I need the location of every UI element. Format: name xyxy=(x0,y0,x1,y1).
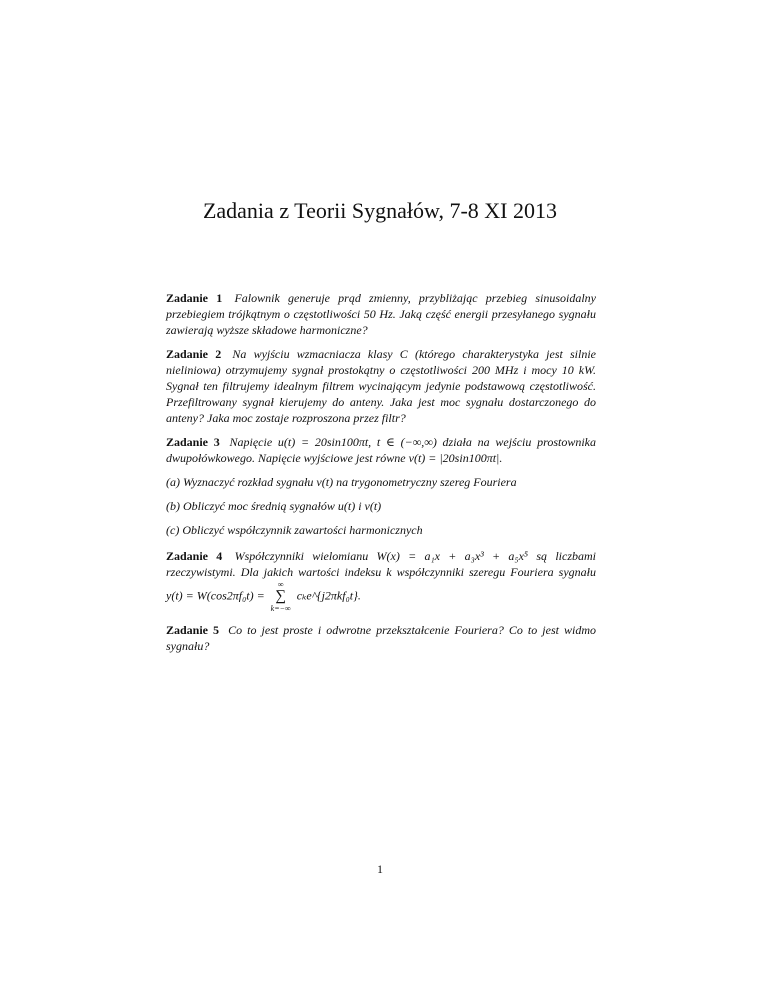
task-3-text: Napięcie u(t) = 20sin100πt, t ∈ (−∞,∞) działa na wejściu prostownika dwupołówkowego. Napięcie wyjściowe jest równe v(t) = |20sin100πt|. xyxy=(166,435,597,465)
task-2-text: Na wyjściu wzmacniacza klasy C (którego charakterystyka jest silnie nieliniowa) otrzymujemy sygnał prostokątny o częstotliwości 200 MHz i mocy 10 kW. Sygnał ten filtrujemy idealnym filtrem wycinającym jedynie podstawową częstotliwość. Przefiltrowany sygnał kierujemy do anteny. Jaka jest moc sygnału dostarczonego do anteny? Jaka moc zostaje rozproszona przez filtr? xyxy=(166,347,596,425)
document-title: Zadania z Teorii Sygnałów, 7-8 XI 2013 xyxy=(202,198,558,223)
task-4-text: Współczynniki wielomianu W(x) = a₁x + a₃x³ + a₅x⁵ są liczbami rzeczywistymi. Dla jakich wartości indeksu k współczynniki szeregu Fouriera sygnału y(t) = W(cos2πf₀t) = xyxy=(166,549,597,603)
item-b-text: Obliczyć moc średnią sygnałów u(t) i v(t) xyxy=(183,499,382,513)
task-3-item-a xyxy=(166,474,596,490)
item-b-marker: (b) xyxy=(166,499,180,513)
item-c-marker: (c) xyxy=(166,523,180,537)
item-c-text: Obliczyć współczynnik zawartości harmonicznych xyxy=(182,523,423,537)
task-4-summand: cₖe^{j2πkf₀t}. xyxy=(296,588,361,603)
summation-symbol xyxy=(268,580,294,613)
task-1 xyxy=(166,290,596,338)
task-1-text: Falownik generuje prąd zmienny, przybliżając przebieg sinusoidalny przebiegiem trójkątnym o częstotliwości 50 Hz. Jaką część energii przesyłanego sygnału zawierają wyższe składowe harmoniczne? xyxy=(166,291,597,337)
sum-upper-limit: ∞ xyxy=(277,580,284,589)
sum-lower-limit: k=−∞ xyxy=(270,604,291,613)
task-5-text: Co to jest proste i odwrotne przekształcenie Fouriera? Co to jest widmo sygnału? xyxy=(166,623,596,653)
item-a-text: Wyznaczyć rozkład sygnału v(t) na trygonometryczny szereg Fouriera xyxy=(183,475,517,489)
task-4-label: Zadanie 4 xyxy=(166,549,223,563)
page-number: 1 xyxy=(377,862,383,876)
item-a-marker: (a) xyxy=(166,475,180,489)
task-2 xyxy=(166,346,596,426)
task-3-label: Zadanie 3 xyxy=(166,435,220,449)
task-1-label: Zadanie 1 xyxy=(166,291,223,305)
task-5-label: Zadanie 5 xyxy=(166,623,220,637)
task-2-label: Zadanie 2 xyxy=(166,347,222,361)
sum-sigma: ∑ xyxy=(275,588,287,604)
task-5 xyxy=(166,622,596,654)
task-3 xyxy=(166,434,596,466)
task-4 xyxy=(166,548,596,613)
task-3-item-c xyxy=(166,522,596,538)
task-3-item-b xyxy=(166,498,596,514)
